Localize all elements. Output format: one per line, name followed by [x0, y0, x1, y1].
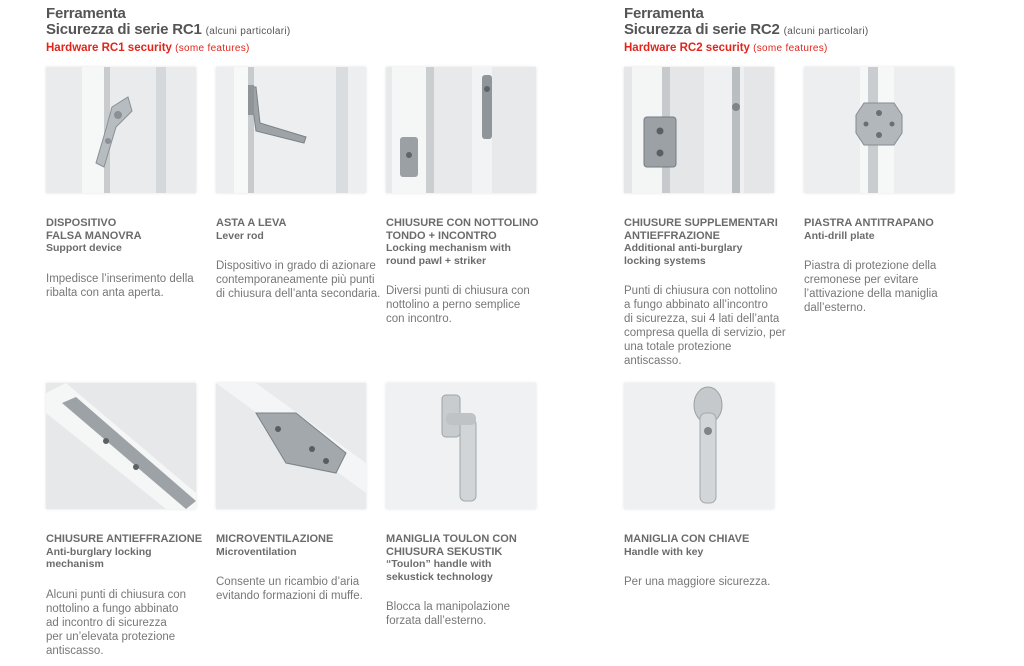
card-english-title: Anti-burglary locking mechanism — [46, 545, 152, 570]
additional-locking-photo — [624, 67, 774, 193]
rc2-title: Ferramenta — [624, 5, 704, 22]
card-support-device — [46, 67, 211, 300]
rc1-title: Ferramenta — [46, 5, 126, 22]
card-title: CHIUSURE ANTIEFFRAZIONE — [46, 533, 203, 545]
handle-with-key-photo — [624, 383, 774, 509]
card-title: MICROVENTILAZIONE — [216, 533, 334, 545]
rc2-english-title — [624, 40, 869, 57]
rc1-english-title — [46, 40, 291, 57]
card-english-title: Lever rod — [216, 229, 264, 242]
card-anti-burglary — [46, 383, 211, 658]
rc1-heading — [46, 6, 291, 57]
rc2-english-main: Hardware RC2 security — [624, 42, 750, 54]
card-description: Piastra di protezione della cremonese per evitare l’attivazione della maniglia dall’esterno. — [804, 260, 938, 314]
lever-rod-photo — [216, 67, 366, 193]
card-description: Punti di chiusura con nottolino a fungo abbinato all’incontro di sicurezza, sui 4 lati dell’anta compresa quella di servizio, per una totale protezione antiscasso. — [624, 285, 786, 367]
card-anti-drill-plate — [804, 67, 969, 315]
card-english-title: Support device — [46, 242, 122, 254]
rc2-subtitle-note: (alcuni particolari) — [783, 26, 869, 37]
anti-burglary-photo — [46, 383, 196, 509]
card-english-title: “Toulon” handle with sekustick technology — [386, 558, 493, 583]
card-microventilation — [216, 383, 381, 603]
toulon-handle-photo — [386, 383, 536, 509]
card-english-title: Handle with key — [624, 545, 704, 558]
card-description: Blocca la manipolazione forzata dall’esterno. — [386, 601, 511, 627]
card-english-title: Microventilation — [216, 545, 297, 558]
rc1-english-note: (some features) — [175, 43, 250, 54]
card-title: CHIUSURE SUPPLEMENTARI ANTIEFFRAZIONE — [624, 217, 778, 242]
rc2-subtitle — [624, 22, 869, 40]
card-english-title: Anti-drill plate — [804, 229, 875, 242]
card-english-title: Locking mechanism with round pawl + striker — [386, 242, 511, 267]
rc1-subtitle-main: Sicurezza di serie RC1 — [46, 21, 202, 38]
rc1-subtitle — [46, 22, 291, 40]
card-title: MANIGLIA TOULON CON CHIUSURA SEKUSTIK — [386, 533, 517, 558]
card-description: Impedisce l’inserimento della ribalta con anta aperta. — [46, 272, 194, 299]
card-title: MANIGLIA CON CHIAVE — [624, 533, 750, 545]
card-description: Per una maggiore sicurezza. — [624, 576, 771, 588]
round-pawl-photo — [386, 67, 536, 193]
rc2-english-note: (some features) — [753, 43, 828, 54]
card-handle-with-key — [624, 383, 789, 589]
card-title: CHIUSURE CON NOTTOLINO TONDO + INCONTRO — [386, 217, 539, 242]
card-round-pawl — [386, 67, 551, 326]
card-title: DISPOSITIVO FALSA MANOVRA — [46, 217, 142, 242]
card-lever-rod — [216, 67, 381, 301]
card-english-title: Additional anti-burglary locking systems — [624, 242, 743, 267]
microventilation-photo — [216, 383, 366, 509]
rc1-english-main: Hardware RC1 security — [46, 42, 172, 54]
card-description: Alcuni punti di chiusura con nottolino a fungo abbinato ad incontro di sicurezza per un’elevata protezione antiscasso. — [46, 588, 186, 657]
support-device-photo — [46, 67, 196, 193]
card-toulon-handle — [386, 383, 551, 628]
rc2-subtitle-main: Sicurezza di serie RC2 — [624, 21, 780, 38]
card-description: Diversi punti di chiusura con nottolino a perno semplice con incontro. — [386, 285, 530, 325]
rc2-heading — [624, 6, 869, 57]
card-description: Dispositivo in grado di azionare contemporaneamente più punti di chiusura dell’anta secondaria. — [216, 260, 381, 300]
rc1-subtitle-note: (alcuni particolari) — [205, 26, 291, 37]
anti-drill-plate-photo — [804, 67, 954, 193]
card-title: ASTA A LEVA — [216, 217, 287, 229]
card-description: Consente un ricambio d’aria evitando formazioni di muffe. — [216, 576, 363, 602]
card-title: PIASTRA ANTITRAPANO — [804, 217, 934, 229]
card-additional-locking — [624, 67, 789, 368]
